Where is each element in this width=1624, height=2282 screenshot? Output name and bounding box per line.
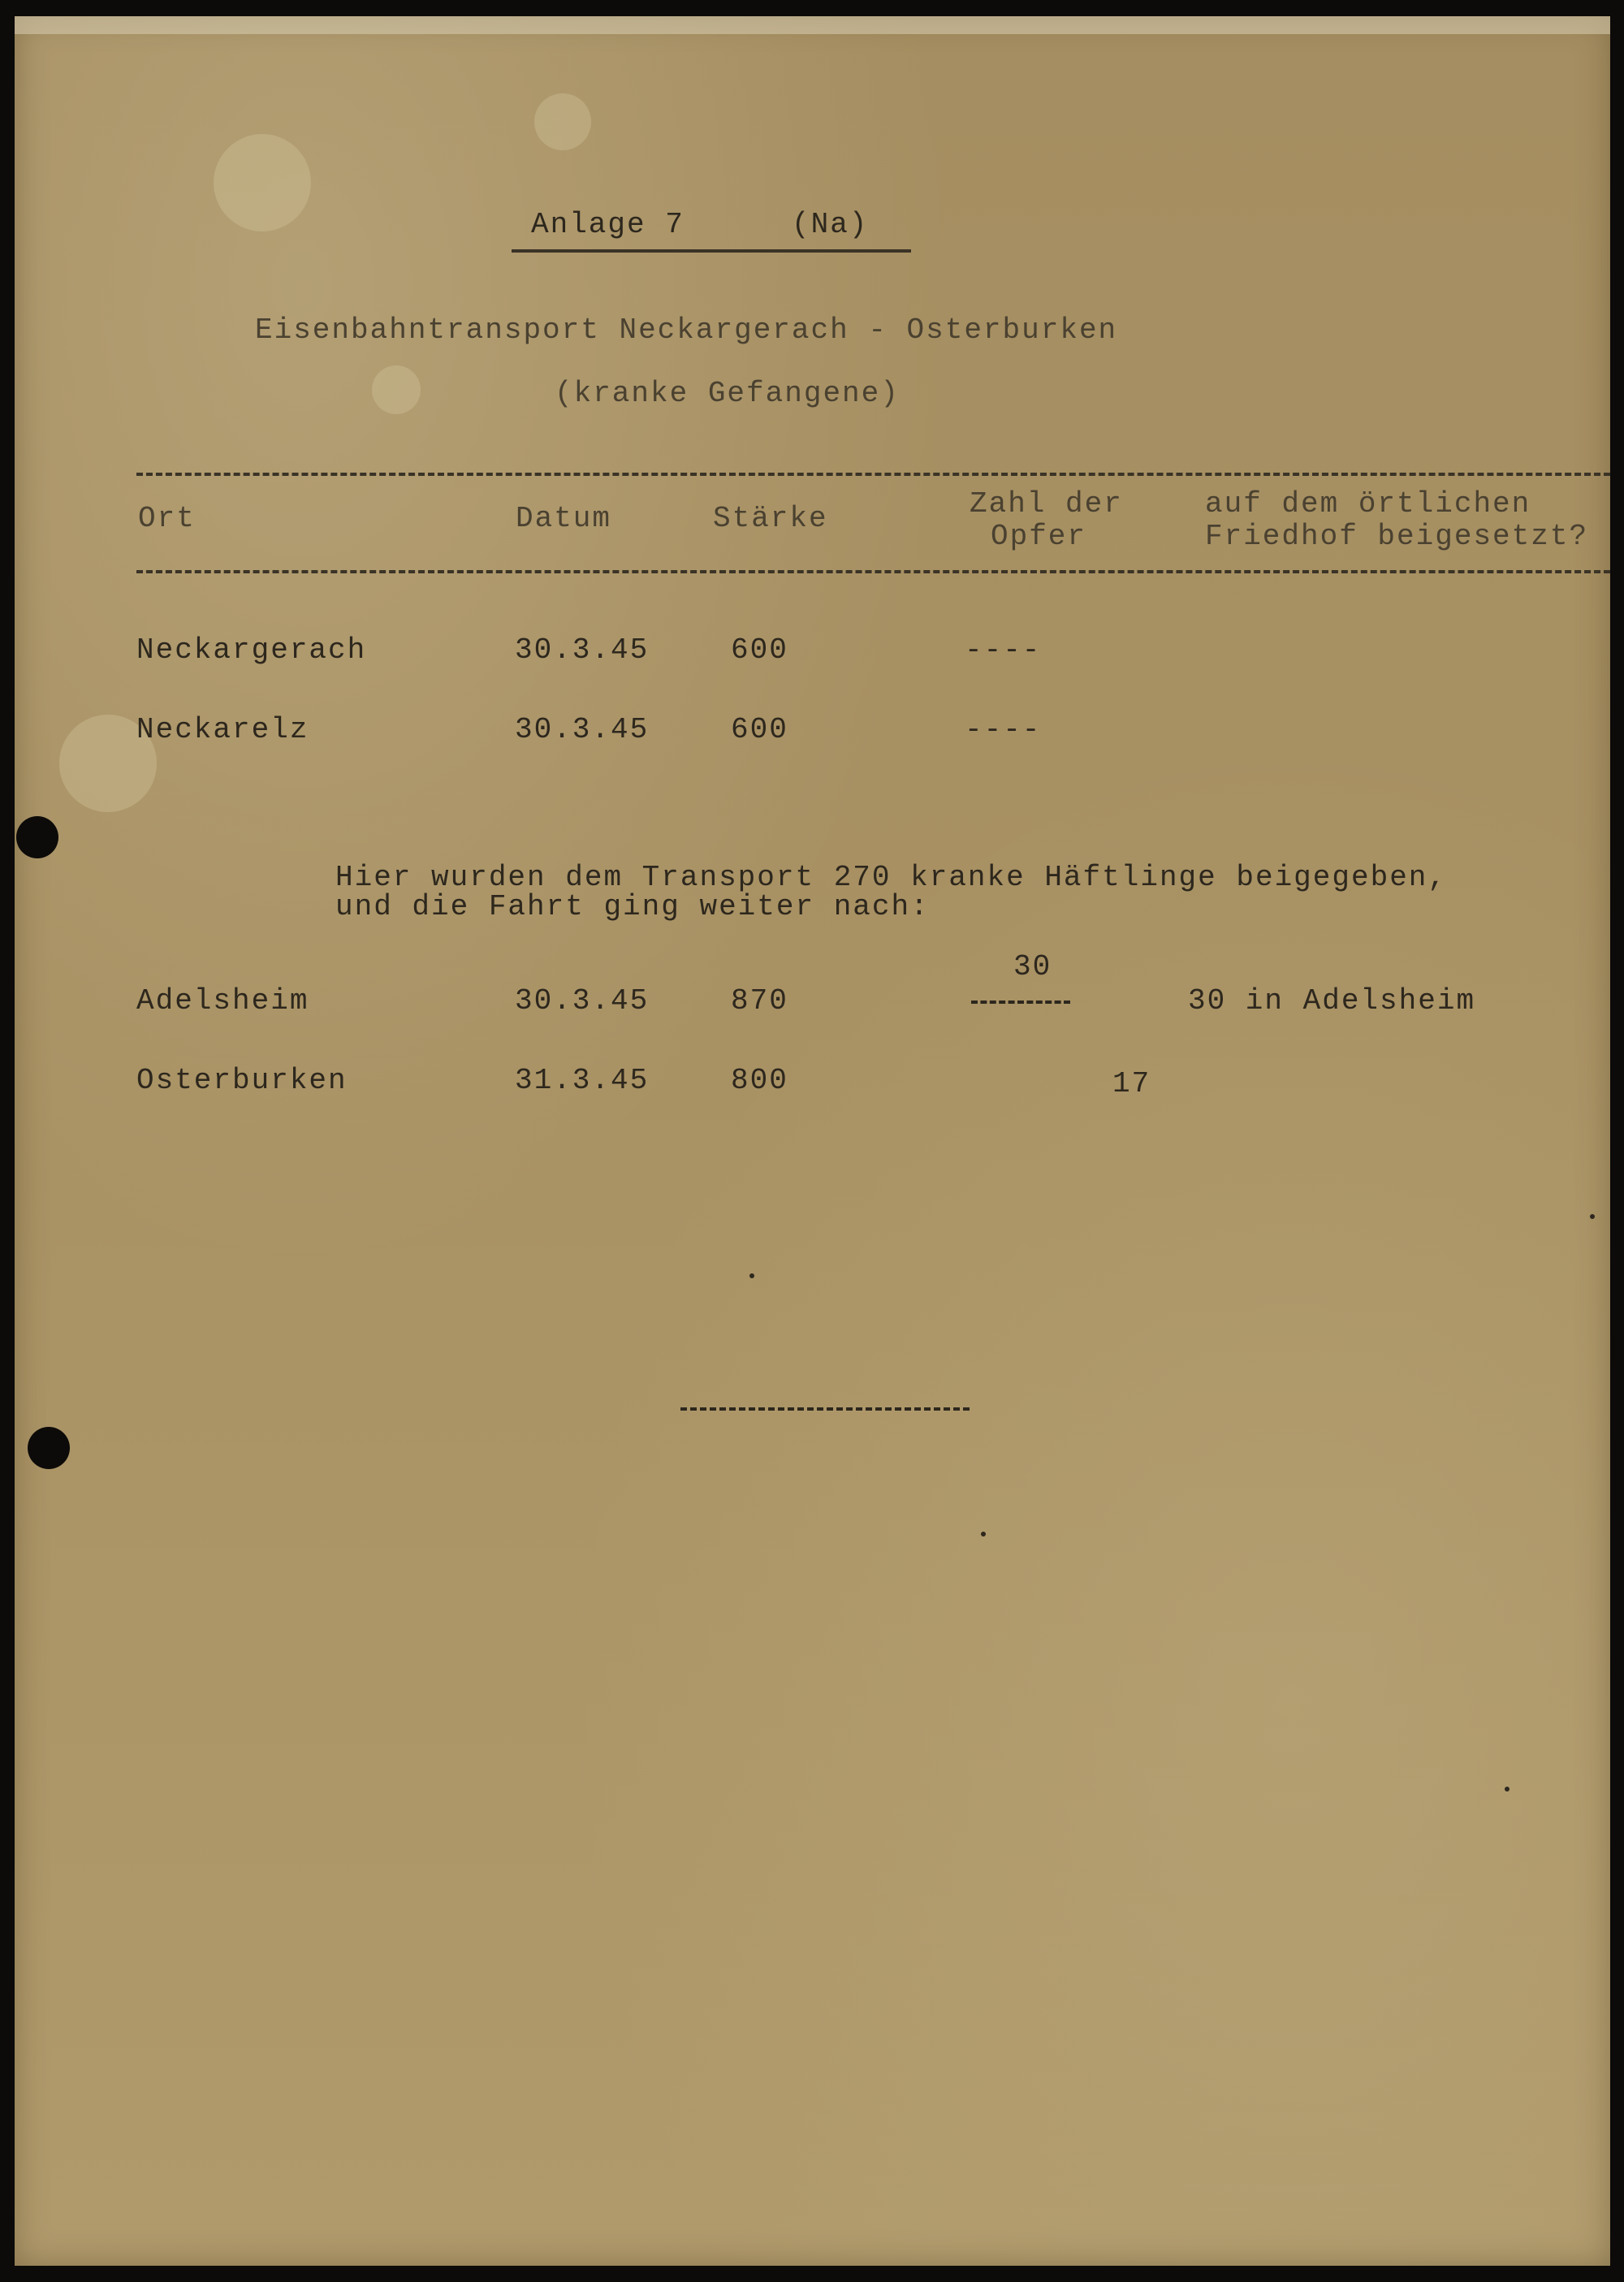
cell-ort: Adelsheim: [136, 984, 309, 1018]
col-header-datum: Datum: [516, 502, 612, 535]
cell-staerke: 600: [731, 713, 788, 746]
cell-staerke: 600: [731, 633, 788, 667]
document-page: [15, 16, 1610, 2266]
opfer-dash-line: [971, 1001, 1070, 1004]
document-title: Anlage 7: [531, 208, 685, 241]
closing-dash-line: [680, 1407, 970, 1411]
cell-ort: Neckargerach: [136, 633, 367, 667]
col-header-friedhof-2: Friedhof beigesetzt?: [1205, 520, 1589, 553]
document-subtitle: Eisenbahntransport Neckargerach - Osterburken: [255, 313, 1118, 347]
cell-ort: Neckarelz: [136, 713, 309, 746]
cell-datum: 31.3.45: [515, 1064, 650, 1097]
speck: [1505, 1787, 1510, 1791]
col-header-opfer-1: Zahl der: [970, 487, 1123, 521]
cell-opfer: 17: [1112, 1067, 1151, 1100]
cell-opfer: 30: [1013, 950, 1052, 983]
col-header-opfer-2: Opfer: [991, 520, 1087, 553]
title-underline: [512, 249, 911, 253]
speck: [1590, 1214, 1595, 1219]
stain: [534, 93, 591, 150]
document-subtitle-2: (kranke Gefangene): [555, 377, 900, 410]
speck: [749, 1273, 754, 1278]
speck: [981, 1532, 986, 1536]
punch-hole: [16, 816, 58, 858]
col-header-friedhof-1: auf dem örtlichen: [1205, 487, 1531, 521]
cell-staerke: 800: [731, 1064, 788, 1097]
document-ref: (Na): [792, 208, 869, 241]
note-line-1: Hier wurden dem Transport 270 kranke Häftlinge beigegeben,: [335, 861, 1448, 894]
cell-opfer: ----: [965, 633, 1042, 667]
cell-datum: 30.3.45: [515, 984, 650, 1018]
cell-datum: 30.3.45: [515, 633, 650, 667]
table-top-rule: [136, 473, 1610, 476]
col-header-ort: Ort: [138, 502, 196, 535]
stain: [372, 365, 421, 414]
stain: [214, 134, 311, 231]
cell-opfer: ----: [965, 713, 1042, 746]
cell-datum: 30.3.45: [515, 713, 650, 746]
col-header-staerke: Stärke: [713, 502, 828, 535]
page-top-edge: [15, 16, 1610, 34]
cell-staerke: 870: [731, 984, 788, 1018]
cell-ort: Osterburken: [136, 1064, 348, 1097]
note-line-2: und die Fahrt ging weiter nach:: [335, 890, 930, 923]
cell-friedhof: 30 in Adelsheim: [1188, 984, 1476, 1018]
table-header-rule: [136, 570, 1610, 573]
punch-hole: [28, 1427, 70, 1469]
